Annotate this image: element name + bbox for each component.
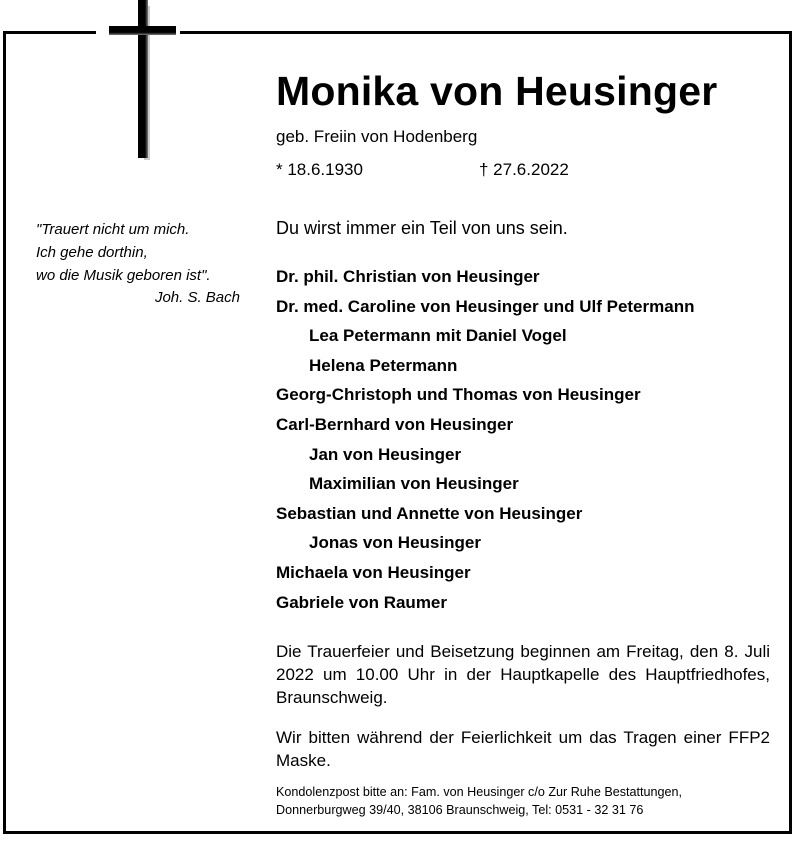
deceased-name: Monika von Heusinger	[276, 68, 718, 114]
mourner-entry: Michaela von Heusinger	[276, 562, 471, 582]
contact-line: Donnerburgweg 39/40, 38106 Braunschweig, Tel: 0531 - 32 31 76	[276, 803, 644, 817]
mourner-entry: Maximilian von Heusinger	[309, 474, 519, 494]
death-date: † 27.6.2022	[479, 160, 569, 179]
contact-line: Kondolenzpost bitte an: Fam. von Heusinger c/o Zur Ruhe Bestattungen,	[276, 785, 683, 799]
quote-author: Joh. S. Bach	[154, 289, 240, 306]
mourner-entry: Dr. med. Caroline von Heusinger und Ulf Petermann	[276, 296, 695, 316]
mourner-entry: Lea Petermann mit Daniel Vogel	[309, 326, 567, 346]
mourner-entry: Helena Petermann	[309, 355, 458, 375]
quote-block	[36, 218, 246, 309]
mourner-entry: Carl-Bernhard von Heusinger	[276, 414, 514, 434]
mourner-entry: Jonas von Heusinger	[309, 533, 481, 553]
ceremony-info: Die Trauerfeier und Beisetzung beginnen am Freitag, den 8. Juli 2022 um 10.00 Uhr in der Hauptkapelle des Hauptfriedhofes, Braunschweig.	[276, 642, 770, 707]
mask-note: Wir bitten während der Feierlichkeit um das Tragen einer FFP2 Maske.	[276, 728, 770, 770]
mourners-list	[276, 262, 786, 617]
contact-info	[276, 783, 770, 819]
motto: Du wirst immer ein Teil von uns sein.	[276, 218, 568, 238]
mourner-entry: Jan von Heusinger	[309, 444, 462, 464]
quote-line: Ich gehe dorthin,	[36, 244, 148, 261]
mourner-entry: Gabriele von Raumer	[276, 592, 448, 612]
mourner-entry: Georg-Christoph und Thomas von Heusinger	[276, 385, 641, 405]
quote-line: "Trauert nicht um mich.	[36, 221, 190, 238]
quote-line: wo die Musik geboren ist".	[36, 267, 211, 284]
maiden-name: geb. Freiin von Hodenberg	[276, 127, 478, 146]
mourner-entry: Sebastian und Annette von Heusinger	[276, 503, 583, 523]
mourner-entry: Dr. phil. Christian von Heusinger	[276, 267, 540, 286]
birth-date: * 18.6.1930	[276, 160, 363, 179]
